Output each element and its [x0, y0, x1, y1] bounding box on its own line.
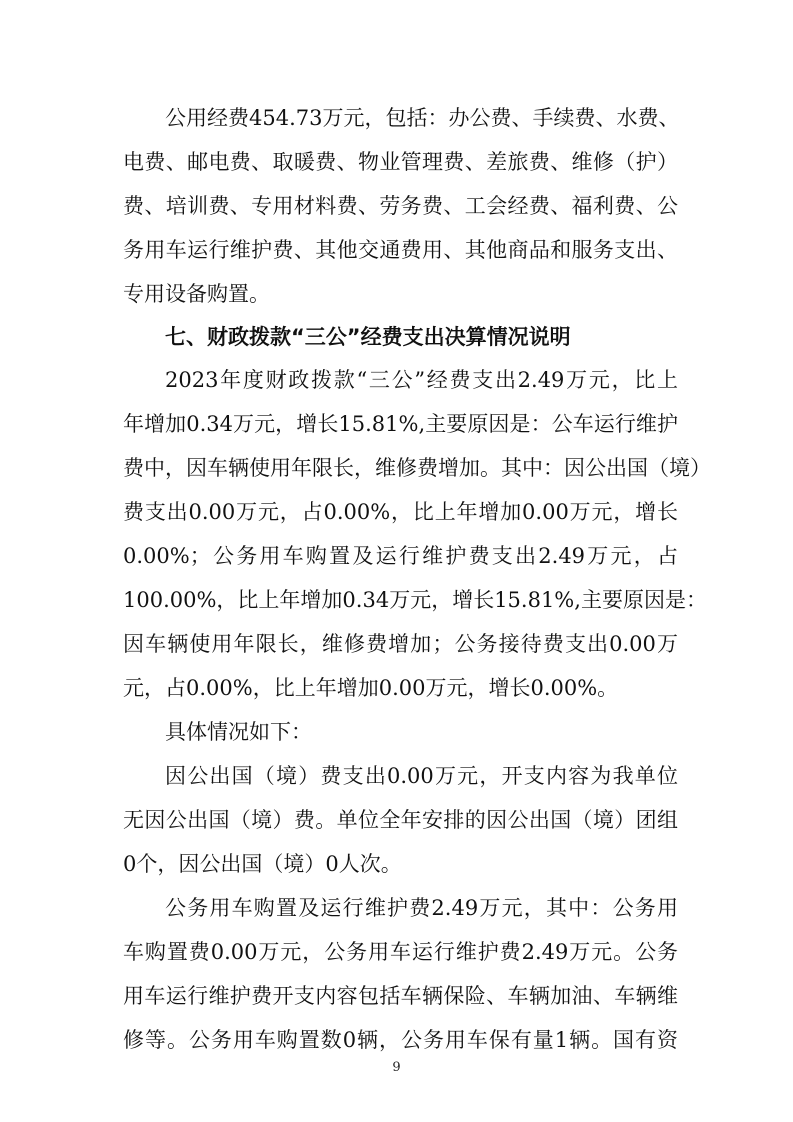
paragraph-line: 因车辆使用年限长，维修费增加；公务接待费支出0.00万 — [123, 632, 678, 656]
paragraph-line: 费中，因车辆使用年限长，维修费增加。其中：因公出国（境） — [123, 456, 711, 480]
paragraph-line: 100.00%，比上年增加0.34万元，增长15.81%,主要原因是： — [123, 588, 707, 612]
paragraph-line: 用车运行维护费开支内容包括车辆保险、车辆加油、车辆维 — [123, 984, 678, 1008]
paragraph-line: 公务用车购置及运行维护费2.49万元，其中：公务用 — [165, 896, 678, 920]
section-heading: 七、财政拨款“三公”经费支出决算情况说明 — [165, 325, 571, 349]
paragraph-line: 年增加0.34万元，增长15.81%,主要原因是：公车运行维护 — [123, 412, 678, 436]
paragraph-line: 公用经费454.73万元，包括：办公费、手续费、水费、 — [165, 106, 680, 130]
paragraph-line: 修等。公务用车购置数0辆，公务用车保有量1辆。国有资 — [123, 1028, 678, 1052]
page-number: 9 — [392, 1060, 401, 1075]
paragraph-line: 费、培训费、专用材料费、劳务费、工会经费、福利费、公 — [123, 194, 678, 218]
paragraph-line: 2023年度财政拨款“三公”经费支出2.49万元，比上 — [165, 368, 678, 392]
paragraph-line: 0个，因公出国（境）0人次。 — [123, 852, 402, 876]
paragraph-line: 0.00%；公务用车购置及运行维护费支出2.49万元，占 — [123, 544, 678, 568]
paragraph-line: 因公出国（境）费支出0.00万元，开支内容为我单位 — [165, 764, 678, 788]
paragraph-line: 元，占0.00%，比上年增加0.00万元，增长0.00%。 — [123, 676, 619, 700]
paragraph-line: 无因公出国（境）费。单位全年安排的因公出国（境）团组 — [123, 808, 678, 832]
paragraph-line: 电费、邮电费、取暖费、物业管理费、差旅费、维修（护） — [123, 150, 678, 174]
paragraph-line: 具体情况如下： — [165, 720, 312, 744]
paragraph-line: 专用设备购置。 — [123, 282, 270, 306]
paragraph-line: 务用车运行维护费、其他交通费用、其他商品和服务支出、 — [123, 238, 678, 262]
paragraph-line: 费支出0.00万元，占0.00%，比上年增加0.00万元，增长 — [123, 500, 678, 524]
paragraph-line: 车购置费0.00万元，公务用车运行维护费2.49万元。公务 — [123, 940, 678, 964]
